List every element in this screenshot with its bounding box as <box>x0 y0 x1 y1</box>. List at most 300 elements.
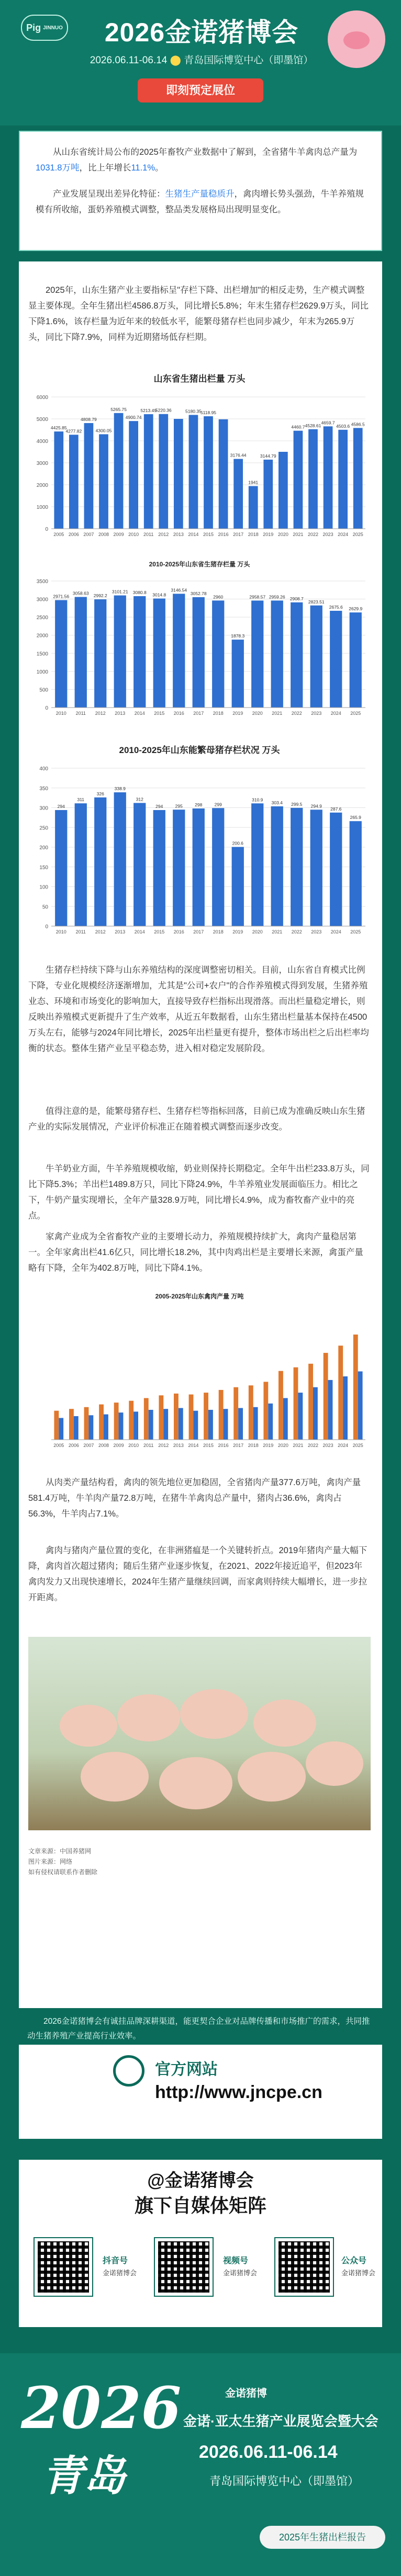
intro-text-a: 从山东省统计局公布的2025年畜牧产业数据中了解到，全省猪牛羊禽肉总产量为 <box>53 147 358 157</box>
x-tick-label: 2014 <box>188 1443 199 1448</box>
website-box <box>19 2045 382 2139</box>
bar <box>353 428 363 529</box>
x-tick-label: 2025 <box>350 929 361 934</box>
bar <box>271 806 283 926</box>
bar <box>249 486 258 529</box>
bar <box>114 1403 119 1440</box>
x-tick-label: 2015 <box>154 929 165 934</box>
section2-text-3: 牛羊奶业方面，牛羊养殖规模收缩，奶业则保持长期稳定。全年牛出栏233.8万头，同比下降5.3%；羊出栏1489.8万只，同比下降24.9%，牛羊养殖业发展面临压力。相比之下，牛奶产量实现增长，全年产量328.9万吨，同比增长4.9%，成为畜牧畜产业中的亮点。 <box>28 1164 370 1221</box>
bar <box>343 1376 348 1440</box>
bar <box>219 1390 224 1440</box>
report-button[interactable]: 2025年生猪出栏报告 <box>260 2526 385 2549</box>
data-label: 2971.56 <box>53 594 70 599</box>
bar <box>173 810 185 926</box>
x-tick-label: 2008 <box>98 532 109 537</box>
bottom-banner <box>0 2353 401 2576</box>
x-tick-label: 2018 <box>248 1443 259 1448</box>
bar <box>219 419 228 529</box>
piglets-photo <box>28 1637 371 1830</box>
intro-paragraph-1 <box>36 144 365 176</box>
x-tick-label: 2024 <box>330 929 341 934</box>
x-tick-label: 2013 <box>115 929 126 934</box>
data-label: 338.9 <box>114 786 126 792</box>
x-tick-label: 2020 <box>252 929 263 934</box>
bar <box>238 1408 243 1440</box>
bar <box>174 1394 179 1440</box>
x-tick-label: 2023 <box>322 532 333 537</box>
bar <box>291 808 303 926</box>
bar <box>119 1412 124 1440</box>
data-label: 2675.6 <box>329 605 343 610</box>
section3-text-1: 从肉类产量结构看，禽肉的领先地位更加稳固，全省猪肉产量377.6万吨，禽肉产量581.4万吨，牛羊肉产量72.8万吨，在猪牛羊禽肉总产量中，猪肉占36.6%，禽肉占56.3%，牛羊肉占7.1%。 <box>28 1478 361 1519</box>
bar <box>114 596 126 708</box>
banner-brand: 金诺猪博 <box>225 2388 267 2399</box>
x-tick-label: 2010 <box>128 532 139 537</box>
wechat-sub: 金诺猪博会 <box>341 2269 376 2277</box>
bar <box>224 1409 228 1440</box>
data-label: 5213.49 <box>140 408 157 414</box>
y-tick-label: 1500 <box>36 651 48 657</box>
bar <box>69 1409 74 1440</box>
chart2-svg <box>28 568 371 725</box>
section2-text-4: 家禽产业成为全省畜牧产业的主要增长动力，养殖规模持续扩大，禽肉产量稳居第一。全年家禽出栏41.6亿只，同比增长18.2%，其中肉鸡出栏是主要增长来源，禽蛋产量略有下降，全年为402.8万吨，同比下降4.1%。 <box>28 1232 363 1273</box>
bar <box>69 435 79 529</box>
intro-total-output: 1031.8万吨 <box>36 163 80 173</box>
y-tick-label: 5000 <box>36 417 48 423</box>
bar <box>324 426 333 529</box>
data-label: 4277.82 <box>65 428 82 434</box>
bar <box>144 414 153 529</box>
data-label: 2960 <box>213 594 224 600</box>
bar <box>279 1371 283 1440</box>
intro-growth: 11.1% <box>131 163 155 173</box>
bar <box>251 600 263 708</box>
x-tick-label: 2011 <box>75 711 86 716</box>
bar <box>251 803 263 926</box>
y-tick-label: 350 <box>39 785 48 792</box>
website-link[interactable]: http://www.jncpe.cn <box>155 2082 322 2102</box>
y-tick-label: 400 <box>39 766 48 772</box>
section1-text: 2025年，山东生猪产业主要指标呈"存栏下降、出栏增加"的相反走势，生产模式调整显主要体现。全年生猪出栏4586.8万头，同比增长5.8%；年末生猪存栏2629.9万头，同比下降1.6%，该存栏量为近年来的较低水平，能繁母猪存栏也同步减少，年末为265.9万头，同比下降7.9%，同样为近期猪场低存栏期。 <box>28 286 369 342</box>
y-tick-label: 50 <box>42 904 48 910</box>
y-tick-label: 6000 <box>36 395 48 401</box>
x-tick-label: 2011 <box>143 1443 154 1448</box>
media-matrix <box>19 2160 382 2327</box>
intro-text-c: ，比上年增长 <box>79 163 131 173</box>
chart-sow-stock <box>28 743 371 947</box>
x-tick-label: 2022 <box>307 532 319 537</box>
bar <box>159 1395 163 1440</box>
bar <box>54 431 63 529</box>
y-tick-label: 200 <box>39 845 48 851</box>
bar <box>75 803 87 926</box>
bar <box>310 606 322 708</box>
event-location: 青岛国际博览中心（即墨馆） <box>184 55 314 66</box>
bar <box>350 821 362 926</box>
x-tick-label: 2014 <box>134 711 145 716</box>
bar <box>310 810 322 926</box>
x-tick-label: 2007 <box>83 532 94 537</box>
bar <box>149 1410 153 1440</box>
bar <box>212 808 224 926</box>
bar <box>279 452 288 529</box>
intro2-highlight: 生猪生产量稳质升 <box>165 189 235 199</box>
data-label: 2992.2 <box>93 593 107 599</box>
x-tick-label: 2010 <box>128 1443 139 1448</box>
data-label: 311 <box>77 797 85 803</box>
x-tick-label: 2022 <box>291 711 302 716</box>
data-label: 4808.79 <box>81 417 97 423</box>
bar <box>75 597 87 708</box>
data-label: 5180.35 <box>185 408 202 414</box>
website-title: 官方网站 <box>155 2061 218 2078</box>
x-tick-label: 2021 <box>272 929 283 934</box>
chart1-svg <box>28 384 371 546</box>
bar <box>104 1415 108 1440</box>
x-tick-label: 2016 <box>218 1443 229 1448</box>
x-tick-label: 2022 <box>291 929 302 934</box>
x-tick-label: 2023 <box>322 1443 333 1448</box>
section2-text-1: 生猪存栏持续下降与山东养殖结构的深度调整密切相关。目前，山东省自育模式比例下降，专业化规模经济逐渐增加，尤其是"公司+农户"的合作养殖模式得到发展，生猪养殖业态、环境和市场变化的影响加大，直接导致存栏指标出现滑落。而出栏量稳定增长，则反映出养殖模式更新提升了生产效率，从近五年数据看，山东生猪出栏量基本保持在4500万头左右，能够与2024年同比增长，2025年出栏量更有提升，整体市场出栏之后出栏率均衡的状态。整体生猪产业呈平稳态势，进入相对稳定发展阶段。 <box>28 965 369 1053</box>
media-subtitle: 旗下自媒体矩阵 <box>134 2195 266 2216</box>
bar <box>208 1410 213 1440</box>
bar <box>189 415 198 529</box>
bar <box>153 810 165 926</box>
bar <box>129 421 138 529</box>
data-label: 312 <box>136 796 143 802</box>
bar <box>88 1415 93 1440</box>
data-label: 294 <box>57 804 65 810</box>
credit-notice: 如有侵权请联系作者删除 <box>28 1868 98 1876</box>
y-tick-label: 300 <box>39 805 48 812</box>
bar <box>350 612 362 708</box>
y-tick-label: 3500 <box>36 579 48 585</box>
y-tick-label: 500 <box>39 687 48 693</box>
intro2-text-c: ，禽肉增长势头强劲，牛羊养殖规模有所收缩，蛋奶养殖模式调整，整品类发展格局出现明显变化。 <box>36 189 364 214</box>
data-label: 298 <box>195 802 203 808</box>
data-label: 2823.51 <box>308 599 325 605</box>
bar <box>133 596 146 708</box>
bar <box>55 600 67 708</box>
piglet <box>117 1694 180 1741</box>
bar <box>84 1407 89 1440</box>
piglet <box>306 1741 363 1786</box>
bar <box>232 847 244 926</box>
y-tick-label: 0 <box>45 705 48 711</box>
bar <box>59 1418 63 1440</box>
wechat-label: 公众号 <box>341 2256 367 2265</box>
data-label: 299.5 <box>291 801 303 807</box>
x-tick-label: 2013 <box>115 711 126 716</box>
bar <box>353 1335 358 1440</box>
data-label: 4300.05 <box>95 428 112 434</box>
bar <box>179 1408 183 1440</box>
data-label: 4900.74 <box>125 415 142 420</box>
bar <box>144 1398 149 1440</box>
y-tick-label: 2000 <box>36 633 48 639</box>
bar <box>99 434 108 529</box>
x-tick-label: 2010 <box>55 711 66 716</box>
data-label: 4503.6 <box>336 423 350 429</box>
x-tick-label: 2025 <box>352 532 363 537</box>
data-label: 3144.79 <box>260 453 276 459</box>
bar <box>313 1387 318 1440</box>
bar <box>204 1393 208 1440</box>
chart4-svg <box>28 1301 371 1457</box>
bar <box>233 1387 238 1440</box>
banner-event-name: 金诺·亚太生猪产业展览会暨大会 <box>183 2413 378 2429</box>
x-tick-label: 2006 <box>68 1443 79 1448</box>
bar <box>338 430 348 529</box>
data-label: 310.9 <box>252 797 263 803</box>
bar <box>163 1409 168 1440</box>
douyin-sub: 金诺猪博会 <box>103 2269 137 2277</box>
bar <box>298 1393 303 1440</box>
x-tick-label: 2005 <box>53 1443 64 1448</box>
x-tick-label: 2015 <box>154 711 165 716</box>
bar <box>133 1411 138 1440</box>
banner-date: 2026.06.11-06.14 <box>199 2442 338 2462</box>
x-tick-label: 2025 <box>350 711 361 716</box>
y-tick-label: 1000 <box>36 505 48 510</box>
x-tick-label: 2018 <box>213 929 224 934</box>
data-label: 4528.61 <box>305 423 321 428</box>
video-sub: 金诺猪博会 <box>223 2269 258 2277</box>
data-label: 299 <box>214 802 222 807</box>
x-tick-label: 2020 <box>252 711 263 716</box>
piglet <box>159 1757 232 1809</box>
x-tick-label: 2014 <box>188 532 199 537</box>
banner-year: 2026 <box>21 2374 182 2442</box>
douyin-label: 抖音号 <box>103 2256 128 2265</box>
x-tick-label: 2008 <box>98 1443 109 1448</box>
x-tick-label: 2009 <box>113 1443 124 1448</box>
piglet <box>81 1752 149 1802</box>
bar <box>94 599 106 708</box>
bar <box>189 1395 194 1440</box>
chart2-title: 2010-2025年山东省生猪存栏量 万头 <box>149 561 250 568</box>
bar <box>249 1385 253 1440</box>
x-tick-label: 2017 <box>193 929 204 934</box>
y-tick-label: 3000 <box>36 461 48 466</box>
intro-paragraph-2 <box>36 186 365 218</box>
x-tick-label: 2019 <box>232 929 243 934</box>
section3-text-2: 禽肉与猪肉产量位置的变化，在非洲猪瘟是一个关键转折点。2019年猪肉产量大幅下降，禽肉首次超过猪肉；随后生猪产业逐步恢复，在2021、2022年接近追平，但2023年禽肉发力又出现快速增长，2024年生猪产量继续回调，而家禽则持续大幅增长，进一步拉开距离。 <box>28 1546 367 1602</box>
book-booth-button[interactable]: 即刻预定展位 <box>138 78 263 102</box>
bar <box>328 1380 333 1440</box>
bar <box>114 413 124 529</box>
bar <box>153 599 165 708</box>
x-tick-label: 2020 <box>277 532 288 537</box>
bar <box>133 803 146 926</box>
bar <box>159 414 168 529</box>
y-tick-label: 0 <box>45 527 48 532</box>
y-tick-label: 4000 <box>36 439 48 444</box>
intro-card <box>19 131 382 251</box>
data-label: 303.4 <box>271 800 283 805</box>
bar <box>193 808 205 926</box>
video-label: 视频号 <box>223 2256 249 2265</box>
data-label: 3058.63 <box>72 590 89 596</box>
piglet <box>60 1705 117 1747</box>
bar <box>308 1364 313 1440</box>
bar <box>330 813 342 926</box>
x-tick-label: 2013 <box>173 1443 184 1448</box>
data-label: 2908.7 <box>289 596 304 601</box>
data-label: 294 <box>155 804 163 810</box>
wechat-qr-icon[interactable] <box>275 2238 333 2296</box>
data-label: 5118.95 <box>200 410 217 416</box>
bar <box>338 1346 343 1440</box>
logo <box>21 15 68 41</box>
bar <box>324 1353 328 1440</box>
bar <box>271 600 283 708</box>
y-tick-label: 250 <box>39 825 48 831</box>
section2-text-2: 值得注意的是，能繁母猪存栏、生猪存栏等指标回落，目前已成为准确反映山东生猪产业的实际发展情况，产业评价标准正在随着模式调整而逐步改变。 <box>28 1107 365 1132</box>
x-tick-label: 2021 <box>272 711 283 716</box>
x-tick-label: 2006 <box>68 532 79 537</box>
x-tick-label: 2019 <box>232 711 243 716</box>
y-tick-label: 100 <box>39 884 48 891</box>
piglet <box>238 1752 306 1802</box>
y-tick-label: 3000 <box>36 597 48 603</box>
intro2-text-a: 产业发展呈现出差异化特征： <box>53 189 165 199</box>
data-label: 326 <box>96 791 104 796</box>
credit-image: 图片来源：网络 <box>28 1858 73 1865</box>
data-label: 4425.85 <box>50 425 67 431</box>
data-label: 294.9 <box>310 803 322 809</box>
bar <box>291 602 303 708</box>
data-label: 1878.3 <box>231 633 245 639</box>
bar <box>212 600 224 708</box>
bar <box>174 419 183 529</box>
bar <box>129 1401 133 1440</box>
x-tick-label: 2016 <box>173 711 184 716</box>
y-tick-label: 0 <box>45 924 48 930</box>
data-label: 3176.44 <box>230 452 247 458</box>
location-pin-icon: ⬤ <box>170 55 184 66</box>
y-tick-label: 2500 <box>36 615 48 621</box>
x-tick-label: 2023 <box>311 711 322 716</box>
data-label: 4659.7 <box>321 420 335 426</box>
y-tick-label: 150 <box>39 864 48 871</box>
x-tick-label: 2013 <box>173 532 184 537</box>
x-tick-label: 2014 <box>134 929 145 934</box>
banner-city: 青岛 <box>42 2451 126 2500</box>
data-label: 2629.9 <box>349 606 363 612</box>
data-label: 5265.75 <box>110 406 127 412</box>
data-label: 4586.5 <box>351 421 365 427</box>
y-tick-label: 2000 <box>36 483 48 488</box>
x-tick-label: 2023 <box>311 929 322 934</box>
x-tick-label: 2010 <box>55 929 66 934</box>
chart3-title: 2010-2025年山东能繁母猪存栏状况 万头 <box>119 745 280 755</box>
chart4-title: 2005-2025年山东禽肉产量 万吨 <box>155 1293 244 1300</box>
x-tick-label: 2021 <box>293 532 304 537</box>
video-qr-icon[interactable] <box>155 2238 213 2296</box>
x-tick-label: 2015 <box>203 1443 214 1448</box>
data-label: 2958.57 <box>249 594 266 600</box>
bar <box>232 640 244 708</box>
x-tick-label: 2018 <box>248 532 259 537</box>
globe-icon <box>113 2055 144 2087</box>
chart1-title: 山东省生猪出栏量 万头 <box>153 374 246 384</box>
x-tick-label: 2011 <box>75 929 86 934</box>
chart-pig-slaughter <box>28 371 371 549</box>
bar <box>173 594 185 708</box>
data-label: 287.6 <box>330 806 342 812</box>
x-tick-label: 2012 <box>158 532 169 537</box>
data-label: 4460.7 <box>291 424 305 430</box>
douyin-qr-icon[interactable] <box>35 2238 92 2296</box>
data-label: 3146.54 <box>171 587 187 593</box>
chart3-svg <box>28 756 371 944</box>
media-title: @金诺猪博会 <box>147 2171 254 2191</box>
event-info <box>63 52 340 66</box>
intro-text-e: 。 <box>155 163 164 173</box>
bar <box>294 1367 298 1440</box>
data-label: 3052.78 <box>190 590 207 596</box>
x-tick-label: 2017 <box>233 1443 244 1448</box>
header <box>0 0 401 126</box>
x-tick-label: 2024 <box>330 711 341 716</box>
bar <box>263 1382 268 1440</box>
bar <box>294 431 303 529</box>
x-tick-label: 2012 <box>158 1443 169 1448</box>
page-title: 2026金诺猪博会 <box>104 18 299 47</box>
x-tick-label: 2015 <box>203 532 214 537</box>
credit-source: 文章来源：中国养猪网 <box>28 1848 92 1855</box>
bar <box>54 1411 59 1440</box>
y-tick-label: 1000 <box>36 669 48 675</box>
bar <box>330 611 342 708</box>
chart-poultry <box>28 1292 371 1464</box>
event-date: 2026.06.11-06.14 <box>90 55 168 66</box>
bar <box>74 1416 79 1440</box>
chart-pig-stock <box>28 560 371 732</box>
x-tick-label: 2022 <box>307 1443 319 1448</box>
data-label: 3101.21 <box>112 589 128 595</box>
logo-text: Pig <box>26 22 41 33</box>
bar <box>99 1405 104 1440</box>
bar <box>358 1371 363 1440</box>
x-tick-label: 2005 <box>53 532 64 537</box>
banner-location: 青岛国际博览中心（即墨馆） <box>209 2475 360 2488</box>
data-label: 295 <box>175 803 183 809</box>
x-tick-label: 2009 <box>113 532 124 537</box>
x-tick-label: 2019 <box>263 532 274 537</box>
x-tick-label: 2016 <box>218 532 229 537</box>
x-tick-label: 2018 <box>213 711 224 716</box>
logo-sub: JINNUO <box>43 25 63 31</box>
x-tick-label: 2012 <box>95 711 106 716</box>
bar <box>84 423 94 529</box>
data-label: 2959.26 <box>269 594 285 600</box>
credits <box>28 1846 97 1877</box>
x-tick-label: 2011 <box>143 532 154 537</box>
x-tick-label: 2016 <box>173 929 184 934</box>
x-tick-label: 2017 <box>193 711 204 716</box>
x-tick-label: 2024 <box>338 1443 349 1448</box>
data-label: 1941 <box>248 480 259 485</box>
expo-intro-1: 2026金诺猪博会有诚挂品牌深耕渠道，能更契合企业对品牌传播和市场推广的需求，共同推动生猪养殖产业提高行业效率。 <box>27 2017 370 2041</box>
article-card <box>19 261 382 2008</box>
bar <box>114 792 126 926</box>
bar <box>268 1404 273 1440</box>
x-tick-label: 2024 <box>338 532 349 537</box>
bar <box>283 1398 288 1440</box>
x-tick-label: 2020 <box>277 1443 288 1448</box>
